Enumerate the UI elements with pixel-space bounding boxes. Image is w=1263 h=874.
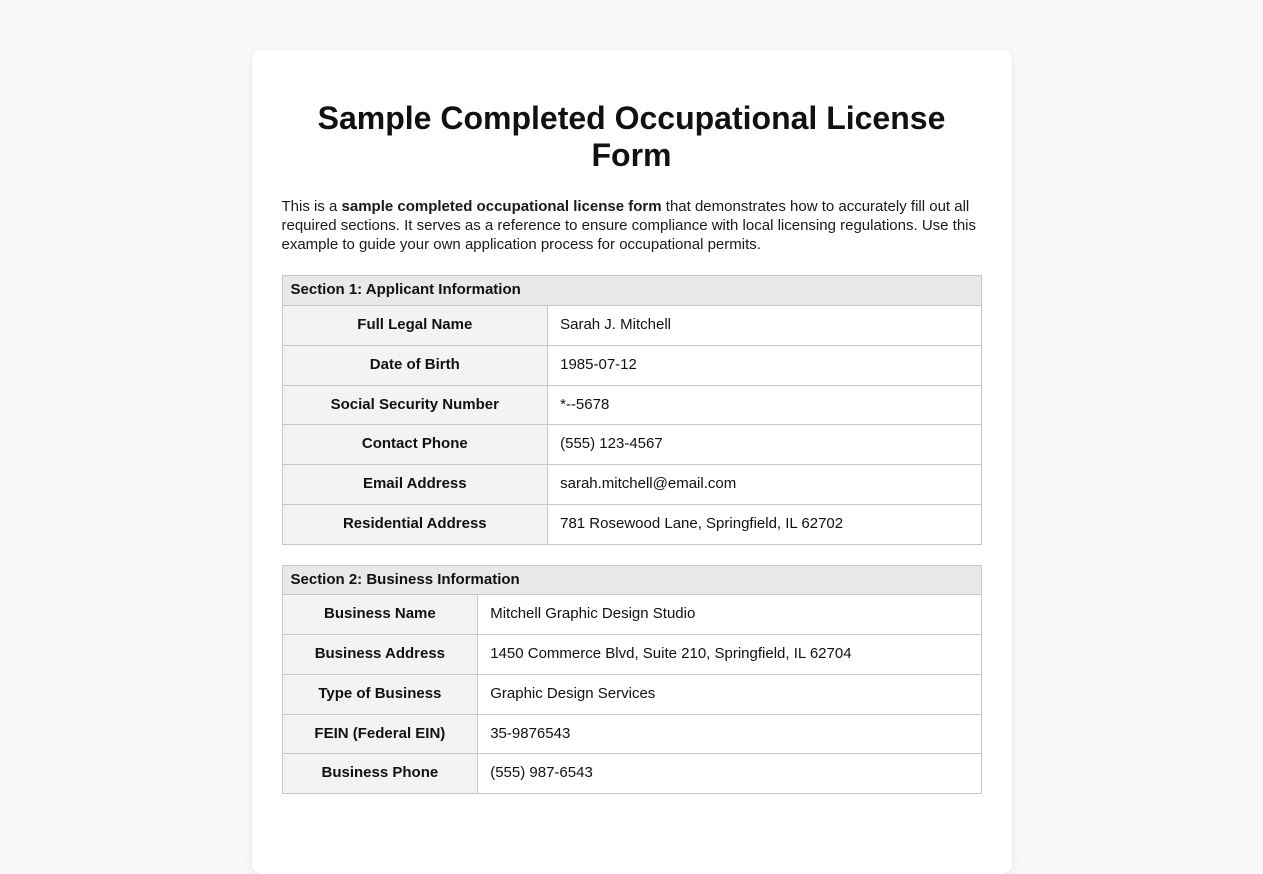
field-value: Mitchell Graphic Design Studio: [478, 595, 981, 635]
table-row: [282, 674, 981, 714]
field-label: FEIN (Federal EIN): [282, 714, 478, 754]
table-row: [282, 385, 981, 425]
table-row: [282, 345, 981, 385]
field-label: Date of Birth: [282, 345, 548, 385]
field-value: 781 Rosewood Lane, Springfield, IL 62702: [548, 504, 981, 544]
section-header-row: [282, 276, 981, 306]
field-value: *--5678: [548, 385, 981, 425]
field-label: Business Phone: [282, 754, 478, 794]
intro-text-prefix: This is a: [281, 198, 342, 216]
field-value: (555) 123-4567: [548, 425, 981, 465]
intro-text-suffix: that demonstrates how to accurately fill out all required sections. It serves as a reference to ensure compliance with local licensing regulations. Use this example to guide your own application process for occupational permits.: [281, 198, 977, 253]
field-value: 1450 Commerce Blvd, Suite 210, Springfield, IL 62704: [478, 635, 981, 675]
field-label: Social Security Number: [282, 385, 548, 425]
field-value: Sarah J. Mitchell: [548, 306, 981, 346]
form-card: [252, 50, 1012, 874]
field-label: Type of Business: [282, 674, 478, 714]
field-label: Business Address: [282, 635, 478, 675]
section-header: Section 1: Applicant Information: [282, 276, 981, 306]
form-sections: [282, 275, 982, 794]
section-table: [282, 565, 982, 795]
field-value: sarah.mitchell@email.com: [548, 465, 981, 505]
table-row: [282, 635, 981, 675]
field-value: 35-9876543: [478, 714, 981, 754]
field-label: Email Address: [282, 465, 548, 505]
section-header-row: [282, 565, 981, 595]
table-row: [282, 595, 981, 635]
section-header: Section 2: Business Information: [282, 565, 981, 595]
section-table: [282, 275, 982, 544]
page-title: Sample Completed Occupational License Form: [317, 100, 946, 174]
field-label: Contact Phone: [282, 425, 548, 465]
field-value: (555) 987-6543: [478, 754, 981, 794]
table-row: [282, 714, 981, 754]
table-row: [282, 465, 981, 505]
table-row: [282, 504, 981, 544]
field-value: 1985-07-12: [548, 345, 981, 385]
table-row: [282, 425, 981, 465]
table-row: [282, 306, 981, 346]
field-label: Business Name: [282, 595, 478, 635]
intro-text-bold: sample completed occupational license form: [341, 198, 662, 216]
table-row: [282, 754, 981, 794]
field-label: Residential Address: [282, 504, 548, 544]
field-value: Graphic Design Services: [478, 674, 981, 714]
field-label: Full Legal Name: [282, 306, 548, 346]
intro-paragraph: [282, 198, 982, 254]
